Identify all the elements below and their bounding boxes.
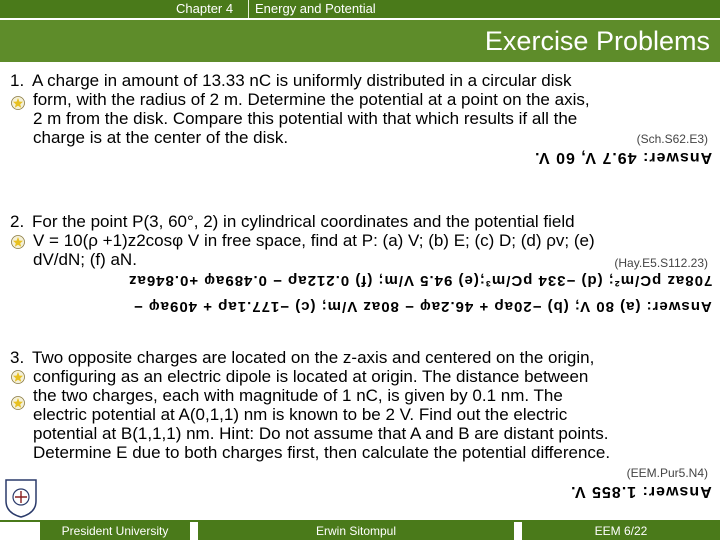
problem-line: Determine E due to both charges first, then calculate the potential difference. [33, 443, 611, 462]
problem-line: 2 m from the disk. Compare this potential with that which results if all the [33, 109, 578, 128]
problem-line: form, with the radius of 2 m. Determine the potential at a point on the axis, [33, 90, 590, 109]
chapter-topic: Energy and Potential [255, 1, 376, 16]
problem-source: (EEM.Pur5.N4) [626, 466, 708, 480]
problem-1 [10, 71, 590, 147]
problem-2 [10, 212, 595, 269]
problem-line: For the point P(3, 60°, 2) in cylindrical coordinates and the potential field [32, 212, 575, 231]
chapter-label: Chapter 4 [176, 1, 234, 16]
problem-line: V = 10(ρ +1)z2cosφ V in free space, find at P: (a) V; (b) E; (c) D; (d) ρv; (e) [33, 231, 595, 250]
problem-source: (Hay.E5.S112.23) [614, 256, 708, 270]
answer-text: Answer: 1.855 V. [570, 483, 712, 500]
problem-line: Two opposite charges are located on the z-axis and centered on the origin, [32, 348, 595, 367]
header-divider [248, 0, 249, 18]
title-bar [0, 20, 720, 62]
footer-page-number: EEM 6/22 [522, 522, 720, 540]
university-logo [3, 477, 39, 519]
answer-text: Answer: 49.7 V, 60 V. [533, 149, 712, 166]
problem-line: dV/dN; (f) aN. [33, 250, 137, 269]
problem-number: 3. [10, 348, 25, 367]
footer-institution: President University [40, 522, 190, 540]
footer-author: Erwin Sitompul [198, 522, 514, 540]
problem-line: charge is at the center of the disk. [33, 128, 289, 147]
problem-number: 2. [10, 212, 25, 231]
chapter-header-bar [0, 0, 720, 18]
answer-line: 708az pC/m²; (d) −334 pC/m³;(e) 94.5 V/m; (f) 0.212aρ − 0.489aφ +0.846az [127, 272, 712, 289]
problem-line: the two charges, each with magnitude of 1 nC, is given by 0.1 nm. The [33, 386, 563, 405]
problem-3 [10, 348, 610, 462]
problem-source: (Sch.S62.E3) [636, 132, 708, 146]
problem-line: A charge in amount of 13.33 nC is uniformly distributed in a circular disk [32, 71, 572, 90]
problem-line: configuring as an electric dipole is located at origin. The distance between [33, 367, 589, 386]
problem-line: electric potential at A(0,1,1) nm is known to be 2 V. Find out the electric [33, 405, 568, 424]
page-title: Exercise Problems [484, 26, 710, 56]
problem-number: 1. [10, 71, 25, 90]
problem-line: potential at B(1,1,1) nm. Hint: Do not assume that A and B are distant points. [33, 424, 609, 443]
answer-line: Answer: (a) 80 V; (b) −20aρ + 46.2aφ − 80az V/m; (c) −177.1aρ + 409aφ − [133, 298, 712, 315]
